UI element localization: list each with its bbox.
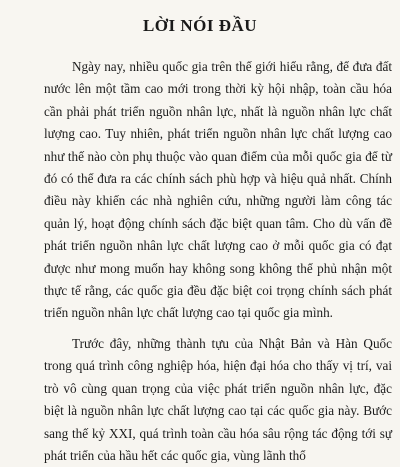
paragraph-1: Ngày nay, nhiều quốc gia trên thế giới hiểu rằng, để đưa đất nước lên một tầm cao mới trong thời kỳ hội nhập, toàn cầu hóa cần phải phát triển nguồn nhân lực, nhất là nguồn nhân lực chất lượng cao. Tuy nhiên, phát triển nguồn nhân lực chất lượng cao như thế nào còn phụ thuộc vào quan điểm của mỗi quốc gia để từ đó có thể đưa ra các chính sách phù hợp và hiệu quả nhất. Chính điều này khiến các nhà nghiên cứu, những người làm công tác quản lý, hoạt động chính sách đặc biệt quan tâm. Cho dù vấn đề phát triển nguồn nhân lực chất lượng cao ở mỗi quốc gia có đạt được như mong muốn hay không song không thể phủ nhận một thực tế rằng, các quốc gia đều đặc biệt coi trọng chính sách phát triển nguồn nhân lực chất lượng cao tại quốc gia mình. [44,59,392,321]
body-text [44,56,392,467]
page-title: LỜI NÓI ĐẦU [142,16,258,35]
paragraph-2: Trước đây, những thành tựu của Nhật Bản và Hàn Quốc trong quá trình công nghiệp hóa, hiện đại hóa cho thấy vị trí, vai trò vô cùng quan trọng của việc phát triển nguồn nhân lực, đặc biệt là nguồn nhân lực chất lượng cao tại các quốc gia này. Bước sang thế kỷ XXI, quá trình toàn cầu hóa sâu rộng tác động tới sự phát triển của hầu hết các quốc gia, vùng lãnh thổ [44,335,392,463]
